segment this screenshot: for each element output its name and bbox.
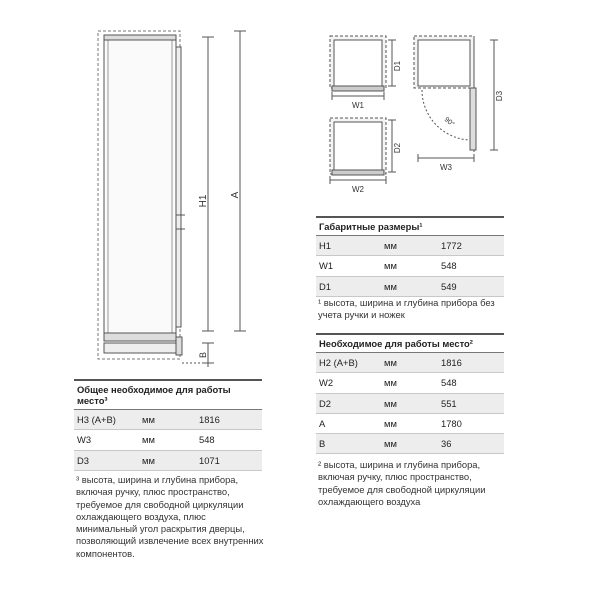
install-footnote: ² высота, ширина и глубина прибора, включая ручку, плюс пространство, требуемое для свободной циркуляции охлаждающего воздуха — [318, 459, 486, 507]
d1-label: D1 — [393, 60, 402, 72]
table-row: H3 (A+B) мм 1816 — [74, 410, 262, 430]
top-view-diagram — [322, 30, 512, 195]
b-label: B — [198, 351, 208, 359]
d2-label: D2 — [393, 142, 402, 154]
install-table-title: Необходимое для работы место² — [316, 333, 504, 353]
dims-table — [316, 216, 504, 297]
total-footnote: ³ высота, ширина и глубина прибора, включая ручку, плюс пространство, требуемое для свободной циркуляции охлаждающего воздуха, плюс минимальный угол раскрытия дверцы, позволяющий извлечение всех внутренних компонентов. — [76, 474, 264, 559]
w3-label: W3 — [440, 163, 452, 172]
h1-label: H1 — [198, 194, 209, 208]
table-row: A мм 1780 — [316, 414, 504, 434]
angle-label: 90° — [442, 116, 456, 129]
dims-footnote: ¹ высота, ширина и глубина прибора без учета ручки и ножек — [318, 297, 495, 321]
table-row: B мм 36 — [316, 434, 504, 454]
front-view-diagram — [90, 25, 260, 370]
table-row: W1 мм 548 — [316, 256, 504, 276]
w2-label: W2 — [352, 185, 364, 194]
w1-label: W1 — [352, 101, 364, 110]
table-row: D1 мм 549 — [316, 277, 504, 297]
dims-table-title: Габаритные размеры¹ — [316, 216, 504, 236]
table-row: W2 мм 548 — [316, 373, 504, 393]
a-label: A — [230, 191, 241, 199]
d3-label: D3 — [495, 90, 504, 102]
table-row: W3 мм 548 — [74, 430, 262, 450]
table-row: D3 мм 1071 — [74, 451, 262, 471]
total-table — [74, 379, 262, 471]
table-row: H1 мм 1772 — [316, 236, 504, 256]
install-table — [316, 333, 504, 454]
table-row: D2 мм 551 — [316, 394, 504, 414]
table-row: H2 (A+B) мм 1816 — [316, 353, 504, 373]
total-table-title: Общее необходимое для работы место³ — [74, 379, 262, 410]
